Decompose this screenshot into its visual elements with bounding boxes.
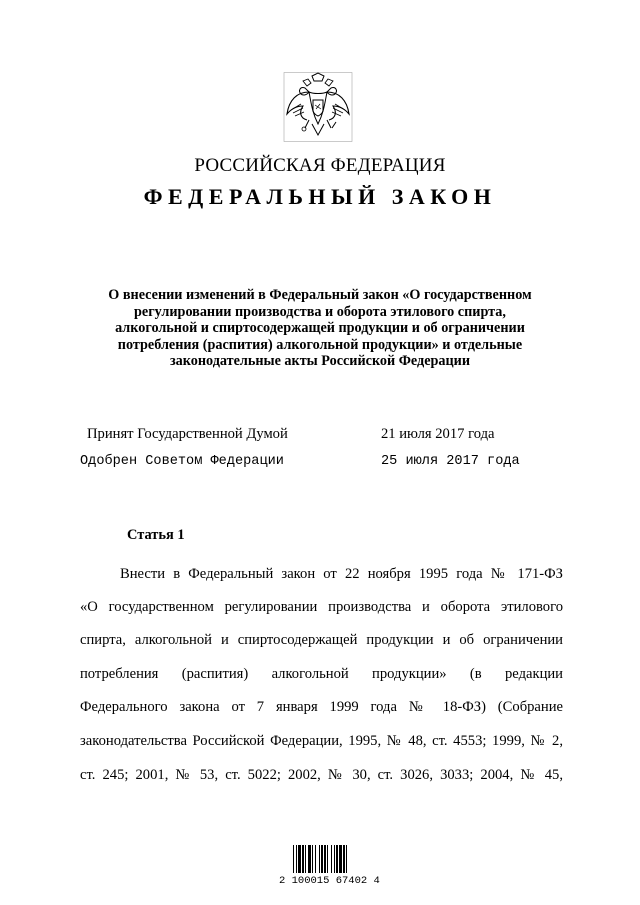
body-text-line: законодательства Российской Федерации, 1995, № 48, ст. 4553; 1999, № 2, bbox=[80, 733, 563, 749]
law-title-line: регулировании производства и оборота этилового спирта, bbox=[134, 303, 506, 320]
law-title bbox=[95, 287, 545, 370]
law-title-line: потребления (распития) алкогольной продукции» и отдельные bbox=[117, 336, 523, 353]
body-text-line: спирта, алкогольной и спиртосодержащей продукции и об ограничении bbox=[80, 632, 563, 648]
approved-by-label: Одобрен Советом Федерации bbox=[80, 454, 284, 469]
adopted-by-label: Принят Государственной Думой bbox=[87, 426, 288, 442]
body-text-line: Федерального закона от 7 января 1999 года № 18-ФЗ) (Собрание bbox=[80, 699, 563, 715]
approved-date: 25 июля 2017 года bbox=[381, 454, 520, 469]
law-title-line: алкогольной и спиртосодержащей продукции и об ограничении bbox=[115, 320, 525, 336]
adopted-date: 21 июля 2017 года bbox=[381, 426, 495, 442]
body-text-line: ст. 245; 2001, № 53, ст. 5022; 2002, № 30, ст. 3026, 3033; 2004, № 45, bbox=[80, 767, 563, 783]
barcode-number: 2 100015 67402 4 bbox=[279, 875, 380, 887]
law-title-line: О внесении изменений в Федеральный закон «О государственном bbox=[108, 287, 532, 303]
law-title-line: законодательные акты Российской Федерации bbox=[169, 353, 471, 369]
coat-of-arms-emblem-icon bbox=[283, 72, 353, 142]
barcode-icon bbox=[292, 845, 388, 873]
country-name: РОССИЙСКАЯ ФЕДЕРАЦИЯ bbox=[194, 155, 446, 176]
document-type-heading: ФЕДЕРАЛЬНЫЙ ЗАКОН bbox=[143, 184, 497, 209]
body-text-line: Внести в Федеральный закон от 22 ноября 1995 года № 171-ФЗ bbox=[120, 566, 563, 582]
body-text-line: потребления (распития) алкогольной продукции» (в редакции bbox=[80, 666, 563, 682]
article-heading: Статья 1 bbox=[127, 527, 185, 543]
body-text-line: «О государственном регулировании производства и оборота этилового bbox=[80, 599, 563, 615]
